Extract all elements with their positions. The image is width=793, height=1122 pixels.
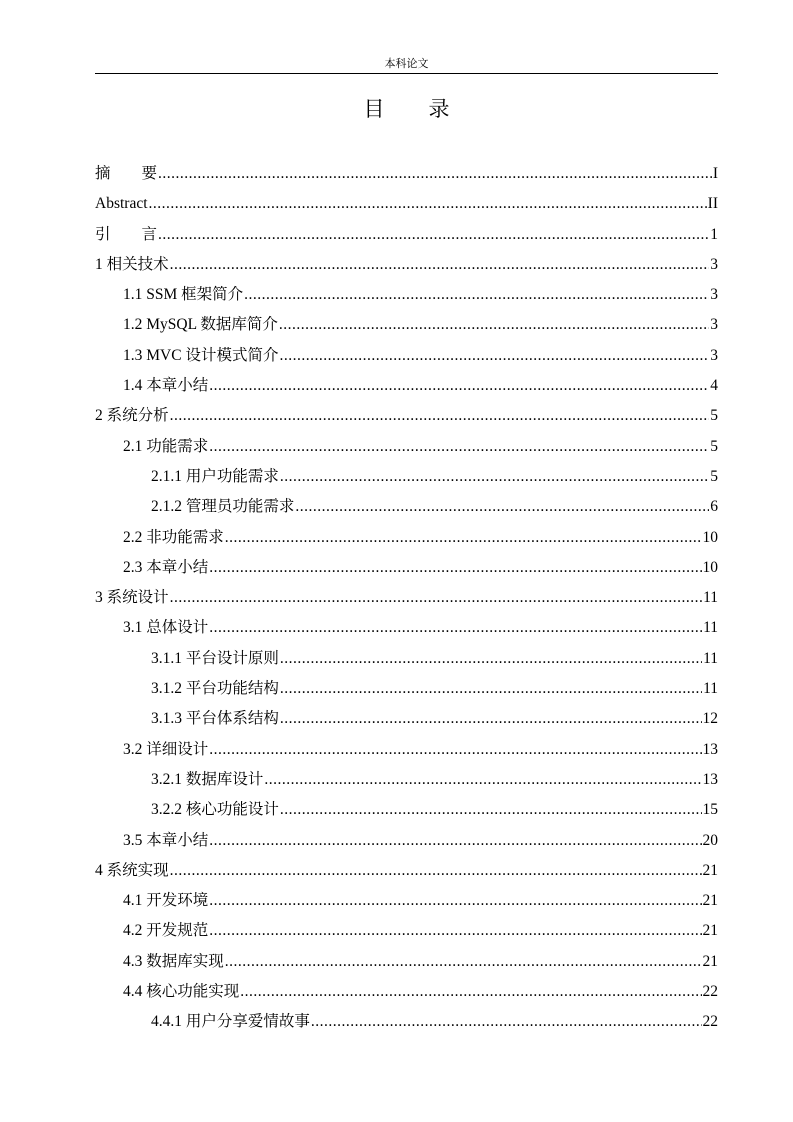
- toc-entry[interactable]: [95, 612, 718, 642]
- toc-dot-leader: [170, 400, 710, 431]
- toc-list: [95, 158, 718, 1037]
- toc-entry-label: 2.1 功能需求: [123, 437, 209, 455]
- toc-dot-leader: [149, 188, 707, 219]
- toc-entry-page-number: 10: [702, 528, 718, 546]
- toc-dot-leader: [170, 249, 710, 280]
- toc-entry-label: 1.1 SSM 框架简介: [123, 286, 244, 304]
- toc-entry-label: 4.4 核心功能实现: [123, 983, 240, 1001]
- toc-entry-page-number: 5: [710, 467, 718, 485]
- toc-entry-label: 1.3 MVC 设计模式简介: [123, 346, 279, 364]
- toc-entry[interactable]: [95, 703, 718, 733]
- toc-dot-leader: [209, 431, 709, 462]
- toc-entry[interactable]: [95, 400, 718, 430]
- toc-entry-label: 2 系统分析: [95, 407, 169, 425]
- toc-dot-leader: [264, 764, 701, 795]
- toc-dot-leader: [244, 279, 709, 310]
- toc-entry[interactable]: [95, 461, 718, 491]
- toc-entry-label: 3.1.2 平台功能结构: [151, 680, 279, 698]
- toc-entry-label: 1.2 MySQL 数据库简介: [123, 316, 278, 334]
- toc-entry-page-number: 4: [710, 377, 718, 395]
- toc-dot-leader: [311, 1006, 702, 1037]
- toc-entry[interactable]: [95, 370, 718, 400]
- toc-entry-label: 4.3 数据库实现: [123, 952, 224, 970]
- header-rule: [95, 73, 718, 74]
- toc-entry[interactable]: [95, 158, 718, 188]
- toc-entry-label: 2.3 本章小结: [123, 558, 209, 576]
- toc-entry-page-number: 15: [702, 801, 718, 819]
- toc-entry-label: 3.2.2 核心功能设计: [151, 801, 279, 819]
- toc-entry-label: 2.1.1 用户功能需求: [151, 467, 279, 485]
- toc-entry[interactable]: [95, 946, 718, 976]
- toc-entry[interactable]: [95, 431, 718, 461]
- toc-entry-label: 1.4 本章小结: [123, 377, 209, 395]
- toc-dot-leader: [209, 885, 701, 916]
- toc-entry-label: 4.2 开发规范: [123, 922, 209, 940]
- toc-entry[interactable]: [95, 794, 718, 824]
- toc-title-char-2: 录: [428, 97, 450, 121]
- toc-entry[interactable]: [95, 764, 718, 794]
- toc-dot-leader: [295, 491, 709, 522]
- toc-dot-leader: [209, 552, 701, 583]
- toc-entry[interactable]: [95, 279, 718, 309]
- toc-dot-leader: [225, 522, 702, 553]
- toc-entry-label: 3.1.1 平台设计原则: [151, 649, 279, 667]
- toc-dot-leader: [170, 582, 702, 613]
- toc-entry[interactable]: [95, 855, 718, 885]
- toc-entry[interactable]: [95, 309, 718, 339]
- toc-entry[interactable]: [95, 885, 718, 915]
- toc-dot-leader: [280, 703, 702, 734]
- toc-entry-label: 2.1.2 管理员功能需求: [151, 498, 295, 516]
- toc-entry-page-number: 5: [710, 437, 718, 455]
- toc-entry-label: 3.2 详细设计: [123, 740, 209, 758]
- toc-entry[interactable]: [95, 825, 718, 855]
- toc-entry-page-number: 21: [702, 922, 718, 940]
- toc-dot-leader: [209, 612, 702, 643]
- toc-entry-label: 4 系统实现: [95, 861, 169, 879]
- toc-entry-label: 3.1.3 平台体系结构: [151, 710, 279, 728]
- toc-entry-page-number: 3: [710, 316, 718, 334]
- toc-entry-label: 1 相关技术: [95, 255, 169, 273]
- toc-dot-leader: [280, 461, 709, 492]
- toc-entry[interactable]: [95, 582, 718, 612]
- toc-entry[interactable]: [95, 976, 718, 1006]
- toc-entry[interactable]: [95, 643, 718, 673]
- toc-entry-page-number: 20: [702, 831, 718, 849]
- toc-entry[interactable]: [95, 915, 718, 945]
- toc-entry-label: 摘 要: [95, 165, 158, 182]
- toc-dot-leader: [170, 855, 702, 886]
- toc-entry[interactable]: [95, 340, 718, 370]
- toc-dot-leader: [280, 643, 702, 674]
- toc-title: [95, 96, 718, 122]
- toc-entry-page-number: 21: [702, 952, 718, 970]
- toc-entry-page-number: 21: [702, 861, 718, 879]
- toc-entry-label: Abstract: [95, 195, 148, 213]
- toc-dot-leader: [225, 946, 702, 977]
- running-header: 本科论文: [384, 57, 429, 70]
- toc-entry-page-number: 22: [702, 983, 718, 1001]
- toc-entry-label: 2.2 非功能需求: [123, 528, 224, 546]
- toc-entry-page-number: 10: [702, 558, 718, 576]
- toc-entry-page-number: 11: [703, 649, 718, 667]
- toc-entry-label: 3.5 本章小结: [123, 831, 209, 849]
- toc-entry-label: 3.2.1 数据库设计: [151, 770, 264, 788]
- toc-entry[interactable]: [95, 188, 718, 218]
- toc-entry-page-number: 11: [703, 589, 718, 607]
- toc-entry-label: 4.4.1 用户分享爱情故事: [151, 1013, 310, 1031]
- toc-entry-label: 4.1 开发环境: [123, 892, 209, 910]
- toc-dot-leader: [158, 219, 709, 250]
- toc-entry-label: 3.1 总体设计: [123, 619, 209, 637]
- toc-entry[interactable]: [95, 1006, 718, 1036]
- toc-dot-leader: [209, 825, 701, 856]
- toc-entry[interactable]: [95, 673, 718, 703]
- toc-entry-page-number: 13: [702, 770, 718, 788]
- toc-entry-page-number: 11: [703, 619, 718, 637]
- toc-entry-page-number: 3: [710, 286, 718, 304]
- toc-entry-label: 引 言: [95, 225, 158, 243]
- toc-entry[interactable]: [95, 734, 718, 764]
- toc-entry-page-number: 3: [710, 346, 718, 364]
- toc-dot-leader: [240, 976, 701, 1007]
- toc-entry[interactable]: [95, 552, 718, 582]
- toc-entry-page-number: 13: [702, 740, 718, 758]
- toc-dot-leader: [280, 673, 702, 704]
- toc-entry[interactable]: [95, 491, 718, 521]
- toc-dot-leader: [279, 309, 709, 340]
- toc-title-char-1: 目: [363, 97, 385, 121]
- toc-dot-leader: [279, 340, 709, 371]
- toc-entry-page-number: 21: [702, 892, 718, 910]
- toc-entry-page-number: 6: [710, 498, 718, 516]
- toc-dot-leader: [209, 370, 709, 401]
- toc-entry-page-number: 12: [702, 710, 718, 728]
- toc-dot-leader: [280, 794, 702, 825]
- toc-entry[interactable]: [95, 249, 718, 279]
- toc-entry[interactable]: [95, 219, 718, 249]
- toc-entry-page-number: 3: [710, 255, 718, 273]
- toc-dot-leader: [158, 158, 712, 189]
- toc-entry-label: 3 系统设计: [95, 589, 169, 607]
- toc-dot-leader: [209, 734, 701, 765]
- toc-entry-page-number: II: [707, 195, 718, 213]
- toc-entry-page-number: 1: [710, 225, 718, 243]
- toc-entry-page-number: I: [712, 165, 718, 182]
- toc-entry-page-number: 11: [703, 680, 718, 698]
- toc-entry[interactable]: [95, 522, 718, 552]
- toc-entry-page-number: 5: [710, 407, 718, 425]
- toc-dot-leader: [209, 915, 701, 946]
- toc-entry-page-number: 22: [702, 1013, 718, 1031]
